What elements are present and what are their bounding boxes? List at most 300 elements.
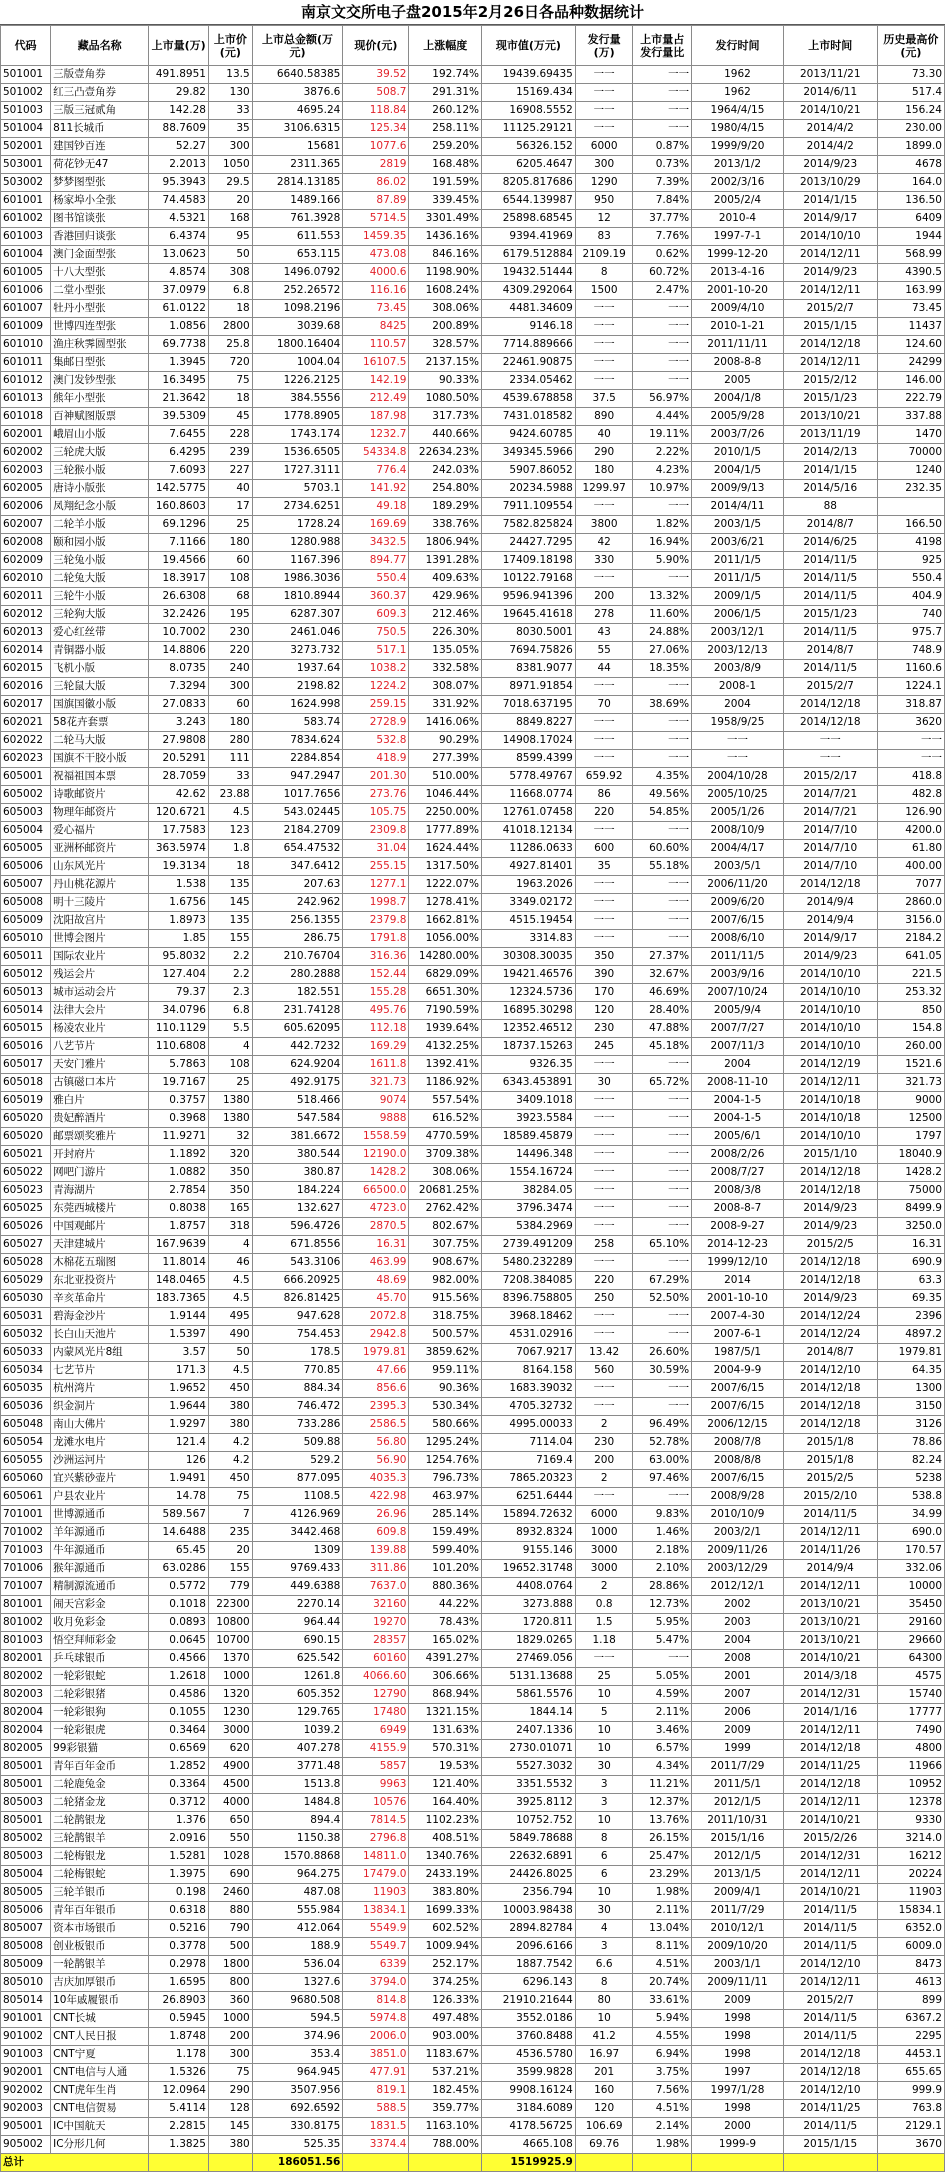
table-cell: 320	[208, 1146, 252, 1164]
table-cell: 583.74	[252, 714, 343, 732]
table-cell: 7911.109554	[482, 498, 576, 516]
table-cell: 2184.2709	[252, 822, 343, 840]
table-cell: 1484.8	[252, 1794, 343, 1812]
table-cell: 11.8014	[149, 1254, 209, 1272]
table-cell: 982.00%	[409, 1272, 482, 1290]
table-cell: 一一	[575, 732, 633, 750]
table-cell: 779	[208, 1578, 252, 1596]
table-cell: 1.82%	[633, 516, 692, 534]
table-cell: 三轮兔小版	[51, 552, 149, 570]
table-cell: 50	[208, 246, 252, 264]
table-cell: 一一	[633, 1650, 692, 1668]
table-cell: 羊年源通币	[51, 1524, 149, 1542]
table-cell: 120	[575, 1002, 633, 1020]
table-cell: 一一	[575, 1218, 633, 1236]
table-cell: 1.178	[149, 2046, 209, 2064]
table-cell: 1436.16%	[409, 228, 482, 246]
table-cell: 1899.0	[877, 138, 944, 156]
table-cell: 2819	[343, 156, 409, 174]
table-cell: 230	[208, 624, 252, 642]
table-cell: 三轮牛小版	[51, 588, 149, 606]
table-row	[1, 1794, 945, 1812]
table-row	[1, 1452, 945, 1470]
total-empty-cell	[692, 2154, 784, 2172]
table-cell: 二轮彩银猪	[51, 1686, 149, 1704]
table-cell: 一一	[633, 714, 692, 732]
table-cell: 805010	[1, 1974, 51, 1992]
table-cell: 192.74%	[409, 66, 482, 84]
table-cell: 2015/2/12	[783, 372, 877, 390]
table-cell: 605048	[1, 1416, 51, 1434]
table-cell: 601011	[1, 354, 51, 372]
table-cell: 4897.2	[877, 1326, 944, 1344]
table-cell: 118.84	[343, 102, 409, 120]
table-cell: 明十三陵片	[51, 894, 149, 912]
table-cell: 1416.06%	[409, 714, 482, 732]
table-cell: 1183.67%	[409, 2046, 482, 2064]
sheet-title: 南京文交所电子盘2015年2月26日各品种数据统计	[0, 0, 945, 25]
table-cell: 12.73%	[633, 1596, 692, 1614]
table-cell: 188.9	[252, 1938, 343, 1956]
column-header: 上市量占发行量比	[633, 26, 692, 66]
table-cell: 1459.35	[343, 228, 409, 246]
table-cell: 78.43%	[409, 1614, 482, 1632]
table-row	[1, 1848, 945, 1866]
table-cell: 0.73%	[633, 156, 692, 174]
table-cell: 2003/9/16	[692, 966, 784, 984]
table-cell: 一轮彩银虎	[51, 1722, 149, 1740]
table-cell: 8499.9	[877, 1200, 944, 1218]
table-cell: 3273.888	[482, 1596, 576, 1614]
column-header: 发行量(万)	[575, 26, 633, 66]
table-cell: 3314.83	[482, 930, 576, 948]
table-row	[1, 408, 945, 426]
table-cell: 2014/12/11	[783, 354, 877, 372]
table-cell: 14.8806	[149, 642, 209, 660]
table-cell: 2734.6251	[252, 498, 343, 516]
table-cell: 2014/12/11	[783, 246, 877, 264]
table-cell: 2007/11/3	[692, 1038, 784, 1056]
table-cell: 2014/9/17	[783, 930, 877, 948]
table-cell: 222.79	[877, 390, 944, 408]
table-cell: 409.63%	[409, 570, 482, 588]
table-cell: 947.2947	[252, 768, 343, 786]
table-cell: 10000	[877, 1578, 944, 1596]
table-cell: 950	[575, 192, 633, 210]
table-cell: 凤翔纪念小版	[51, 498, 149, 516]
table-cell: 澳门金面型张	[51, 246, 149, 264]
table-cell: 20	[208, 1542, 252, 1560]
total-empty-cell	[877, 2154, 944, 2172]
table-cell: 10700	[208, 1632, 252, 1650]
table-cell: 杨凌农业片	[51, 1020, 149, 1038]
table-row	[1, 210, 945, 228]
table-cell: 641.05	[877, 948, 944, 966]
table-cell: 2014/12/11	[783, 1866, 877, 1884]
table-cell: 一一	[783, 750, 877, 768]
table-cell: 518.466	[252, 1092, 343, 1110]
table-cell: 69.35	[877, 1290, 944, 1308]
table-row	[1, 372, 945, 390]
table-cell: 1.5	[575, 1614, 633, 1632]
table-cell: 2015/2/5	[783, 1236, 877, 1254]
table-cell: 2014/9/23	[783, 1290, 877, 1308]
table-cell: 442.7232	[252, 1038, 343, 1056]
table-cell: 10576	[343, 1794, 409, 1812]
table-cell: 701003	[1, 1542, 51, 1560]
table-cell: 4.35%	[633, 768, 692, 786]
table-cell: 2015/1/23	[783, 390, 877, 408]
table-cell: 一一	[575, 912, 633, 930]
table-cell: 130	[208, 84, 252, 102]
table-cell: 4.2	[208, 1452, 252, 1470]
table-cell: 88	[783, 498, 877, 516]
table-cell: 380	[208, 1398, 252, 1416]
table-cell: 户县农业片	[51, 1488, 149, 1506]
table-cell: 精制源流通币	[51, 1578, 149, 1596]
table-cell: 3599.9828	[482, 2064, 576, 2082]
table-cell: 659.92	[575, 768, 633, 786]
table-cell: 一一	[575, 372, 633, 390]
table-cell: 501003	[1, 102, 51, 120]
table-cell: 雅白片	[51, 1092, 149, 1110]
table-cell: 一一	[575, 1182, 633, 1200]
table-cell: 201.30	[343, 768, 409, 786]
table-cell: 121.4	[149, 1434, 209, 1452]
table-cell: 1806.94%	[409, 534, 482, 552]
table-cell: 300	[575, 156, 633, 174]
table-cell: 2800	[208, 318, 252, 336]
table-cell: 101.20%	[409, 1560, 482, 1578]
table-cell: 41.2	[575, 2028, 633, 2046]
table-cell: 27469.056	[482, 1650, 576, 1668]
table-cell: 2008-9-27	[692, 1218, 784, 1236]
table-cell: 东北亚投资片	[51, 1272, 149, 1290]
table-cell: 280.2888	[252, 966, 343, 984]
table-cell: 7.6093	[149, 462, 209, 480]
total-empty-cell	[149, 2154, 209, 2172]
table-cell: 4531.02916	[482, 1326, 576, 1344]
table-cell: 877.095	[252, 1470, 343, 1488]
table-cell: 1791.8	[343, 930, 409, 948]
table-cell: 2014/4/2	[783, 138, 877, 156]
table-cell: 19.11%	[633, 426, 692, 444]
table-cell: 一轮彩银狗	[51, 1704, 149, 1722]
table-cell: 2014/12/24	[783, 1326, 877, 1344]
table-row	[1, 390, 945, 408]
table-cell: 10	[575, 2010, 633, 2028]
table-cell: 65.45	[149, 1542, 209, 1560]
table-cell: 311.86	[343, 1560, 409, 1578]
table-cell: 97.46%	[633, 1470, 692, 1488]
table-cell: 56.80	[343, 1434, 409, 1452]
table-cell: 536.04	[252, 1956, 343, 1974]
table-cell: 一一	[633, 66, 692, 84]
table-cell: 3126	[877, 1416, 944, 1434]
table-row	[1, 462, 945, 480]
table-cell: 4	[575, 1920, 633, 1938]
table-cell: 56.90	[343, 1452, 409, 1470]
table-row	[1, 912, 945, 930]
table-cell: 166.50	[877, 516, 944, 534]
table-cell: 805009	[1, 1956, 51, 1974]
table-cell: 210.76704	[252, 948, 343, 966]
table-cell: 605002	[1, 786, 51, 804]
table-cell: 135	[208, 912, 252, 930]
table-cell: 2008/7/27	[692, 1164, 784, 1182]
table-cell: 一一	[575, 66, 633, 84]
table-cell: 383.80%	[409, 1884, 482, 1902]
table-cell: 开封府片	[51, 1146, 149, 1164]
table-cell: 2005/9/4	[692, 1002, 784, 1020]
table-cell: 171.3	[149, 1362, 209, 1380]
table-cell: 十八大型张	[51, 264, 149, 282]
table-cell: 图书馆谈张	[51, 210, 149, 228]
table-cell: 14.6488	[149, 1524, 209, 1542]
table-cell: 1.46%	[633, 1524, 692, 1542]
table-cell: 38.69%	[633, 696, 692, 714]
table-cell: 200	[575, 588, 633, 606]
table-cell: 605029	[1, 1272, 51, 1290]
table-cell: 508.7	[343, 84, 409, 102]
table-cell: 55.18%	[633, 858, 692, 876]
table-cell: 2	[575, 1416, 633, 1434]
table-cell: 20.74%	[633, 1974, 692, 1992]
table-cell: 3000	[575, 1560, 633, 1578]
table-cell: 18040.9	[877, 1146, 944, 1164]
table-cell: 2014/9/4	[783, 912, 877, 930]
table-cell: 2395.3	[343, 1398, 409, 1416]
table-cell: 1980/4/15	[692, 120, 784, 138]
table-cell: 29160	[877, 1614, 944, 1632]
table-cell: 501002	[1, 84, 51, 102]
table-cell: 2004-1-5	[692, 1110, 784, 1128]
table-cell: 一一	[633, 912, 692, 930]
table-row	[1, 1974, 945, 1992]
table-cell: 0.8	[575, 1596, 633, 1614]
table-cell: 一一	[575, 894, 633, 912]
table-cell: 29660	[877, 1632, 944, 1650]
table-cell: 19270	[343, 1614, 409, 1632]
table-cell: 2014/9/23	[783, 948, 877, 966]
table-cell: 2014/12/11	[783, 1974, 877, 1992]
table-cell: 602021	[1, 714, 51, 732]
table-cell: 二轮鹊银龙	[51, 1812, 149, 1830]
table-cell: 一轮鹊银羊	[51, 1956, 149, 1974]
table-cell: 2008/7/8	[692, 1434, 784, 1452]
table-row	[1, 1956, 945, 1974]
table-cell: 12.0964	[149, 2082, 209, 2100]
table-cell: 602006	[1, 498, 51, 516]
table-cell: 2	[575, 1578, 633, 1596]
table-cell: 2015/2/17	[783, 768, 877, 786]
table-cell: 2.18%	[633, 1542, 692, 1560]
table-cell: 6296.143	[482, 1974, 576, 1992]
table-cell: 1240	[877, 462, 944, 480]
table-cell: 1999-12-20	[692, 246, 784, 264]
table-row	[1, 282, 945, 300]
table-cell: 805006	[1, 1902, 51, 1920]
table-cell: 52.78%	[633, 1434, 692, 1452]
table-cell: 740	[877, 606, 944, 624]
table-cell: 1222.07%	[409, 876, 482, 894]
table-cell: 300	[208, 2046, 252, 2064]
table-cell: 164.0	[877, 174, 944, 192]
table-cell: 37.77%	[633, 210, 692, 228]
table-cell: 二轮兔大版	[51, 570, 149, 588]
table-cell: 二轮鹿兔金	[51, 1776, 149, 1794]
table-row	[1, 624, 945, 642]
table-cell: 4695.24	[252, 102, 343, 120]
table-cell: 802.67%	[409, 1218, 482, 1236]
table-cell: 7.84%	[633, 192, 692, 210]
table-cell: 2015/1/8	[783, 1434, 877, 1452]
table-cell: 2007-4-30	[692, 1308, 784, 1326]
table-cell: 605019	[1, 1092, 51, 1110]
column-header: 上市价(元)	[208, 26, 252, 66]
table-cell: 11.60%	[633, 606, 692, 624]
table-cell: 380.544	[252, 1146, 343, 1164]
table-row	[1, 1128, 945, 1146]
table-cell: 11437	[877, 318, 944, 336]
table-cell: 一一	[633, 1200, 692, 1218]
table-cell: 260.12%	[409, 102, 482, 120]
table-cell: 328.57%	[409, 336, 482, 354]
table-cell: 杭州湾片	[51, 1380, 149, 1398]
table-cell: 1999-9	[692, 2136, 784, 2154]
table-cell: 605028	[1, 1254, 51, 1272]
table-cell: 3925.8112	[482, 1794, 576, 1812]
table-cell: 2006/11/20	[692, 876, 784, 894]
table-cell: 2006	[692, 1704, 784, 1722]
table-cell: 902001	[1, 2064, 51, 2082]
table-row	[1, 2046, 945, 2064]
table-cell: 35	[208, 120, 252, 138]
table-cell: 2010/10/9	[692, 1506, 784, 1524]
table-cell: 35	[575, 858, 633, 876]
table-cell: 67.29%	[633, 1272, 692, 1290]
table-cell: 1844.14	[482, 1704, 576, 1722]
table-cell: CNT人民日报	[51, 2028, 149, 2046]
table-cell: 45.70	[343, 1290, 409, 1308]
table-cell: 16.94%	[633, 534, 692, 552]
table-cell: 18737.15263	[482, 1038, 576, 1056]
table-cell: 277.39%	[409, 750, 482, 768]
table-cell: 宜兴紫砂壶片	[51, 1470, 149, 1488]
table-cell: 37.0979	[149, 282, 209, 300]
table-cell: 50	[208, 1344, 252, 1362]
table-cell: 5974.8	[343, 2010, 409, 2028]
table-row	[1, 1380, 945, 1398]
table-cell: 2004/1/5	[692, 462, 784, 480]
table-cell: 500	[208, 1938, 252, 1956]
table-cell: 126	[149, 1452, 209, 1470]
table-cell: 0.3778	[149, 1938, 209, 1956]
table-cell: 169.69	[343, 516, 409, 534]
table-cell: 20681.25%	[409, 1182, 482, 1200]
table-cell: 65.72%	[633, 1074, 692, 1092]
table-cell: 23.29%	[633, 1866, 692, 1884]
table-cell: 7637.0	[343, 1578, 409, 1596]
table-cell: 12790	[343, 1686, 409, 1704]
table-cell: 4770.59%	[409, 1128, 482, 1146]
table-cell: 2.2	[208, 966, 252, 984]
table-cell: 2005/6/1	[692, 1128, 784, 1146]
table-cell: 1163.10%	[409, 2118, 482, 2136]
table-row	[1, 1146, 945, 1164]
table-row	[1, 192, 945, 210]
table-cell: 9769.433	[252, 1560, 343, 1578]
table-cell: 1536.6505	[252, 444, 343, 462]
table-cell: 880	[208, 1902, 252, 1920]
table-cell: 308	[208, 264, 252, 282]
table-cell: 1.9491	[149, 1470, 209, 1488]
table-cell: 3106.6315	[252, 120, 343, 138]
table-cell: 4.23%	[633, 462, 692, 480]
table-cell: 一一	[633, 1254, 692, 1272]
table-cell: 三轮鼠大版	[51, 678, 149, 696]
table-cell: 6287.307	[252, 606, 343, 624]
table-cell: 2014/12/18	[783, 1164, 877, 1182]
table-cell: 8030.5001	[482, 624, 576, 642]
table-cell: 1340.76%	[409, 1848, 482, 1866]
table-row	[1, 894, 945, 912]
table-cell: 601009	[1, 318, 51, 336]
table-cell: 601004	[1, 246, 51, 264]
table-cell: 古镇磁口本片	[51, 1074, 149, 1092]
table-cell: 802004	[1, 1704, 51, 1722]
table-cell: 11966	[877, 1758, 944, 1776]
table-cell: 5849.78688	[482, 1830, 576, 1848]
table-cell: 1428.2	[343, 1164, 409, 1182]
table-cell: 2007/6/15	[692, 1470, 784, 1488]
table-cell: 142.19	[343, 372, 409, 390]
table-cell: 601005	[1, 264, 51, 282]
table-cell: 497.48%	[409, 2010, 482, 2028]
table-row	[1, 228, 945, 246]
table-cell: 1017.7656	[252, 786, 343, 804]
table-cell: 中国观邮片	[51, 1218, 149, 1236]
table-cell: 2014/10/21	[783, 1650, 877, 1668]
table-cell: 2007/6/15	[692, 912, 784, 930]
table-cell: 2334.05462	[482, 372, 576, 390]
table-cell: 1.6595	[149, 1974, 209, 1992]
table-cell: 一一	[575, 354, 633, 372]
table-cell: 4900	[208, 1758, 252, 1776]
table-cell: 2004	[692, 1056, 784, 1074]
table-cell: 1699.33%	[409, 1902, 482, 1920]
table-cell: 2015/1/15	[783, 2136, 877, 2154]
table-cell: 90.29%	[409, 732, 482, 750]
table-cell: 1.6756	[149, 894, 209, 912]
table-cell: 1963.2026	[482, 876, 576, 894]
table-cell: 258	[575, 1236, 633, 1254]
table-cell: 5907.86052	[482, 462, 576, 480]
table-row	[1, 678, 945, 696]
table-cell: 4000	[208, 1794, 252, 1812]
table-cell: 653.115	[252, 246, 343, 264]
table-row	[1, 822, 945, 840]
table-cell: 13.42	[575, 1344, 633, 1362]
table-cell: 2014/10/10	[783, 984, 877, 1002]
table-row	[1, 2064, 945, 2082]
table-cell: 90.33%	[409, 372, 482, 390]
table-cell: 947.628	[252, 1308, 343, 1326]
table-cell: 一一	[633, 318, 692, 336]
table-cell: 422.98	[343, 1488, 409, 1506]
total-empty-cell	[783, 2154, 877, 2172]
table-cell: 254.80%	[409, 480, 482, 498]
